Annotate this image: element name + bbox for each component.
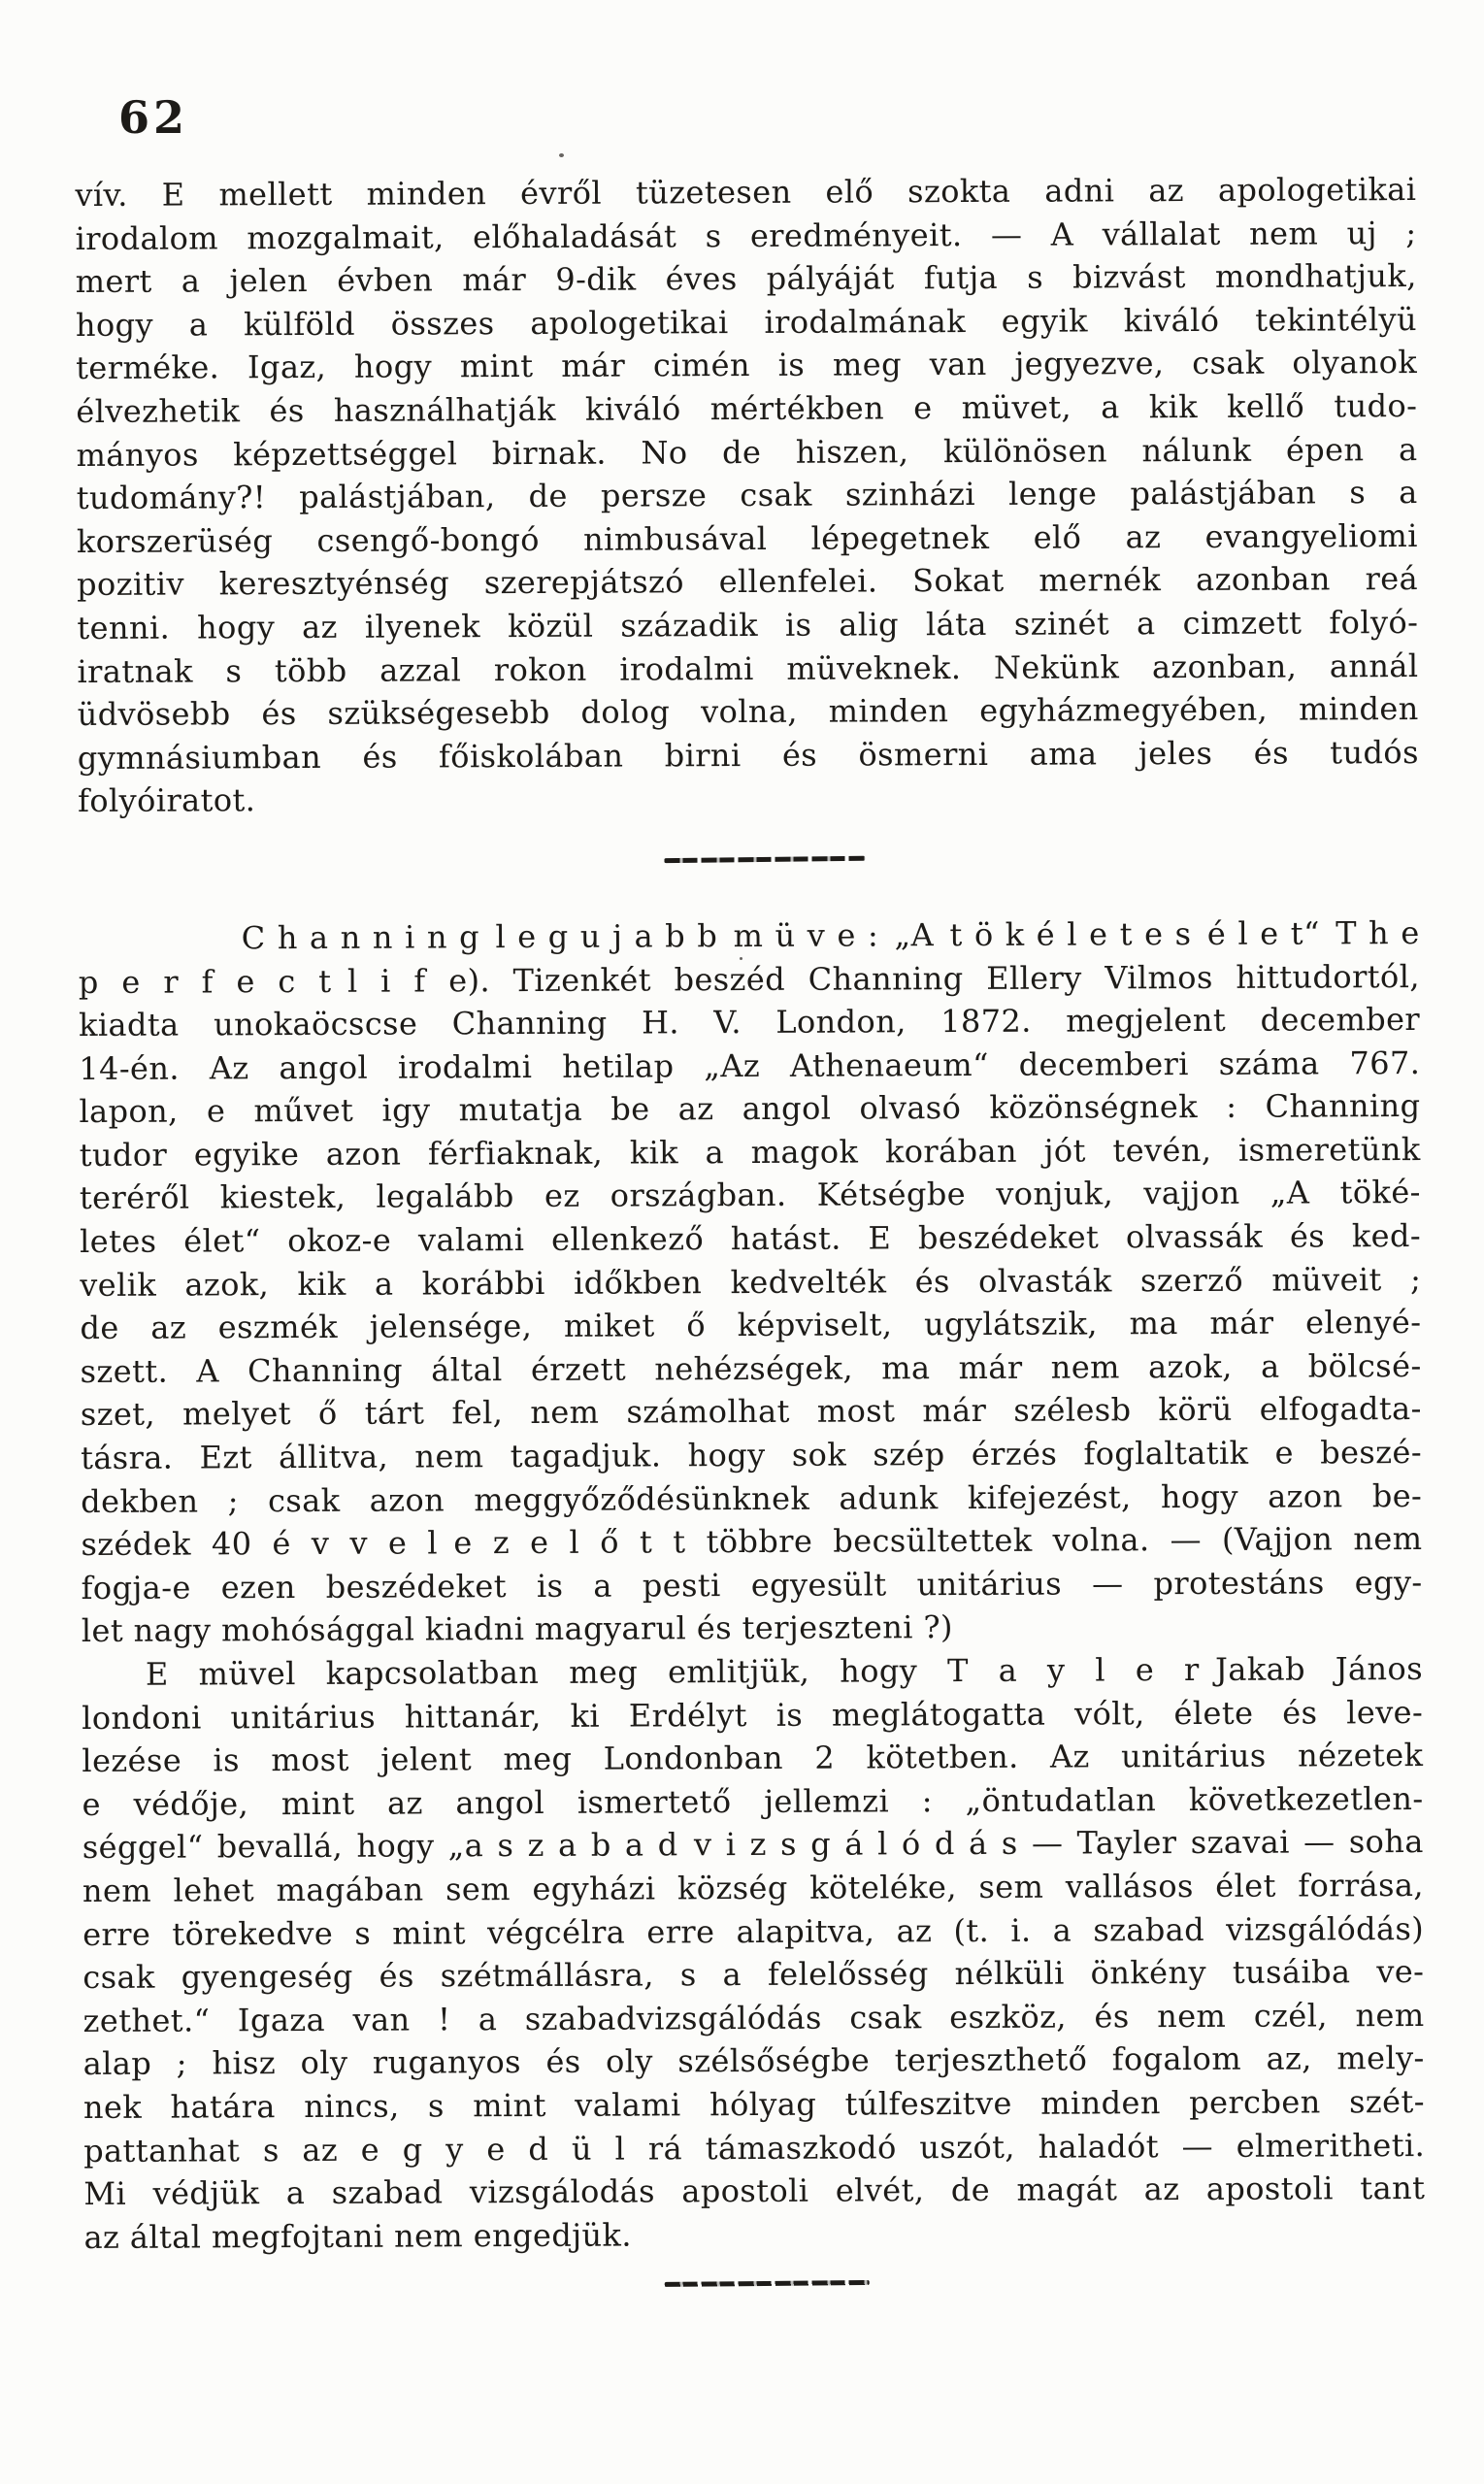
page-number: 62 <box>118 91 189 144</box>
text-line: irodalom mozgalmait, előhaladását s eredményeit. — A vállalat nem uj ; <box>75 214 1417 257</box>
text-line: erre törekedve s mint végcélra erre alapitva, az (t. i. a szabad vizsgálódás) <box>82 1909 1425 1953</box>
text-line: tudomány?! palástjában, de persze csak szinházi lenge palástjában s a <box>76 474 1418 517</box>
text-line: az által megfojtani nem engedjük. <box>83 2216 632 2256</box>
text-line: nek határa nincs, s mint valami hólyag túlfeszitve minden percben szét- <box>82 2082 1426 2126</box>
text-line: nem lehet magában sem egyházi község köteléke, sem vallásos élet forrása, <box>82 1866 1425 1909</box>
text-line: szédek 40 é v v e l e z e l ő t t többre becsültettek volna. — (Vajjon nem <box>81 1520 1423 1564</box>
paragraph-apologetics-continuation <box>75 168 1419 823</box>
text-line: séggel“ bevallá, hogy „a s z a b a d v i z s g á l ó d á s — Tayler szavai — soha <box>82 1823 1424 1867</box>
text-line: pattanhat s az e g y e d ü l rá támaszkodó uszót, haladót — elmeritheti. <box>83 2126 1426 2169</box>
text-line: tásra. Ezt állitva, nem tagadjuk. hogy sok szép érzés foglaltatik e beszé- <box>80 1434 1423 1477</box>
text-line: hogy a külföld összes apologetikai irodalmának egyik kiváló tekintélyü <box>75 300 1418 344</box>
text-line: folyóiratot. <box>77 781 256 820</box>
text-line: fogja-e ezen beszédeket is a pesti egyesült unitárius — protestáns egy- <box>81 1563 1423 1606</box>
text-line: tenni. hogy az ilyenek közül századik is alig láta szinét a cimzett folyó- <box>77 603 1419 646</box>
text-line: szett. A Channing által érzett nehézségek, ma már nem azok, a bölcsé- <box>80 1346 1422 1390</box>
text-line: tudor egyike azon férfiaknak, kik a magok korában jót tevén, ismeretünk <box>79 1130 1421 1174</box>
text-line: 14-én. Az angol irodalmi hetilap „Az Athenaeum“ decemberi száma 767. <box>79 1043 1421 1087</box>
text-line: letes élet“ okoz-e valami ellenkező hatást. E beszédeket olvassák és ked- <box>79 1217 1422 1261</box>
text-line: kiadta unokaöcscse Channing H. V. London, 1872. megjelent december <box>78 1001 1421 1044</box>
text-line: velik azok, kik a korábbi időkben kedvelték és olvasták szerző müveit ; <box>80 1260 1422 1304</box>
text-line: csak gyengeség és szétmállásra, s a felelősség nélküli önkény tusáiba ve- <box>82 1953 1425 1997</box>
text-line: londoni unitárius hittanár, ki Erdélyt is meglátogatta vólt, élete és leve- <box>82 1693 1424 1737</box>
text-line: mányos képzettséggel birnak. No de hiszen, különösen nálunk épen a <box>76 430 1418 474</box>
text-line: pozitiv keresztyénség szerepjátszó ellenfelei. Sokat mernék azonban reá <box>77 560 1419 604</box>
text-line: élvezhetik és használhatják kiváló mértékben e müvet, a kik kellő tudo- <box>76 386 1418 430</box>
text-line: Mi védjük a szabad vizsgálodás apostoli elvét, de magát az apostoli tant <box>83 2169 1426 2213</box>
paragraph-tayler-note <box>82 1647 1426 2259</box>
text-line: dekben ; csak azon meggyőződésünknek adunk kifejezést, hogy azon be- <box>81 1476 1423 1520</box>
text-line: mert a jelen évben már 9-dik éves pályáját futja s bizvást mondhatjuk, <box>75 257 1417 301</box>
text-line: p e r f e c t l i f e). Tizenkét beszéd Channing Ellery Vilmos hittudortól, <box>78 957 1420 1001</box>
text-block <box>75 168 1425 2289</box>
text-line: C h a n n i n g l e g u j a b b m ü v e : „A t ö k é l e t e s é l e t“ T h e <box>241 913 1420 957</box>
text-line: teréről kiestek, legalább ez országban. Kétségbe vonjuk, vajjon „A töké- <box>79 1174 1421 1217</box>
text-line: iratnak s több azzal rokon irodalmi müveknek. Nekünk azonban, annál <box>77 646 1419 690</box>
text-line: alap ; hisz oly ruganyos és oly szélsőségbe terjeszthető fogalom az, mely- <box>82 2039 1425 2083</box>
text-line: lezése is most jelent meg Londonban 2 kötetben. Az unitárius nézetek <box>82 1737 1424 1780</box>
text-line: e védője, mint az angol ismertető jellemzi : „öntudatlan következetlen- <box>82 1779 1424 1823</box>
text-line: E müvel kapcsolatban meg emlitjük, hogy T a y l e r Jakab János <box>145 1649 1424 1693</box>
text-line: üdvösebb és szükségesebb dolog volna, minden egyházmegyében, minden <box>77 690 1419 734</box>
text-line: let nagy mohósággal kiadni magyarul és terjeszteni ?) <box>81 1608 953 1650</box>
text-line: lapon, e művet igy mutatja be az angol olvasó közönségnek : Channing <box>79 1087 1421 1131</box>
text-line: vív. E mellett minden évről tüzetesen elő szokta adni az apologetikai <box>75 170 1417 215</box>
section-divider <box>664 856 865 863</box>
text-line: korszerüség csengő-bongó nimbusával lépegetnek elő az evangyeliomi <box>76 516 1418 560</box>
text-line: szet, melyet ő tárt fel, nem számolhat most már szélesb körü elfogadta- <box>80 1390 1422 1434</box>
text-line: de az eszmék jelensége, miket ő képviselt, ugylátszik, ma már elenyé- <box>80 1304 1422 1347</box>
section-divider <box>664 2280 869 2287</box>
paragraph-channing-review <box>79 911 1423 1653</box>
ink-speck <box>559 153 564 157</box>
text-line: zethet.“ Igaza van ! a szabadvizsgálódás csak eszköz, és nem czél, nem <box>82 1996 1425 2039</box>
text-line: terméke. Igaz, hogy mint már cimén is meg van jegyezve, csak olyanok <box>76 344 1418 387</box>
text-line: gymnásiumban és főiskolában birni és ösmerni ama jeles és tudós <box>77 733 1419 777</box>
